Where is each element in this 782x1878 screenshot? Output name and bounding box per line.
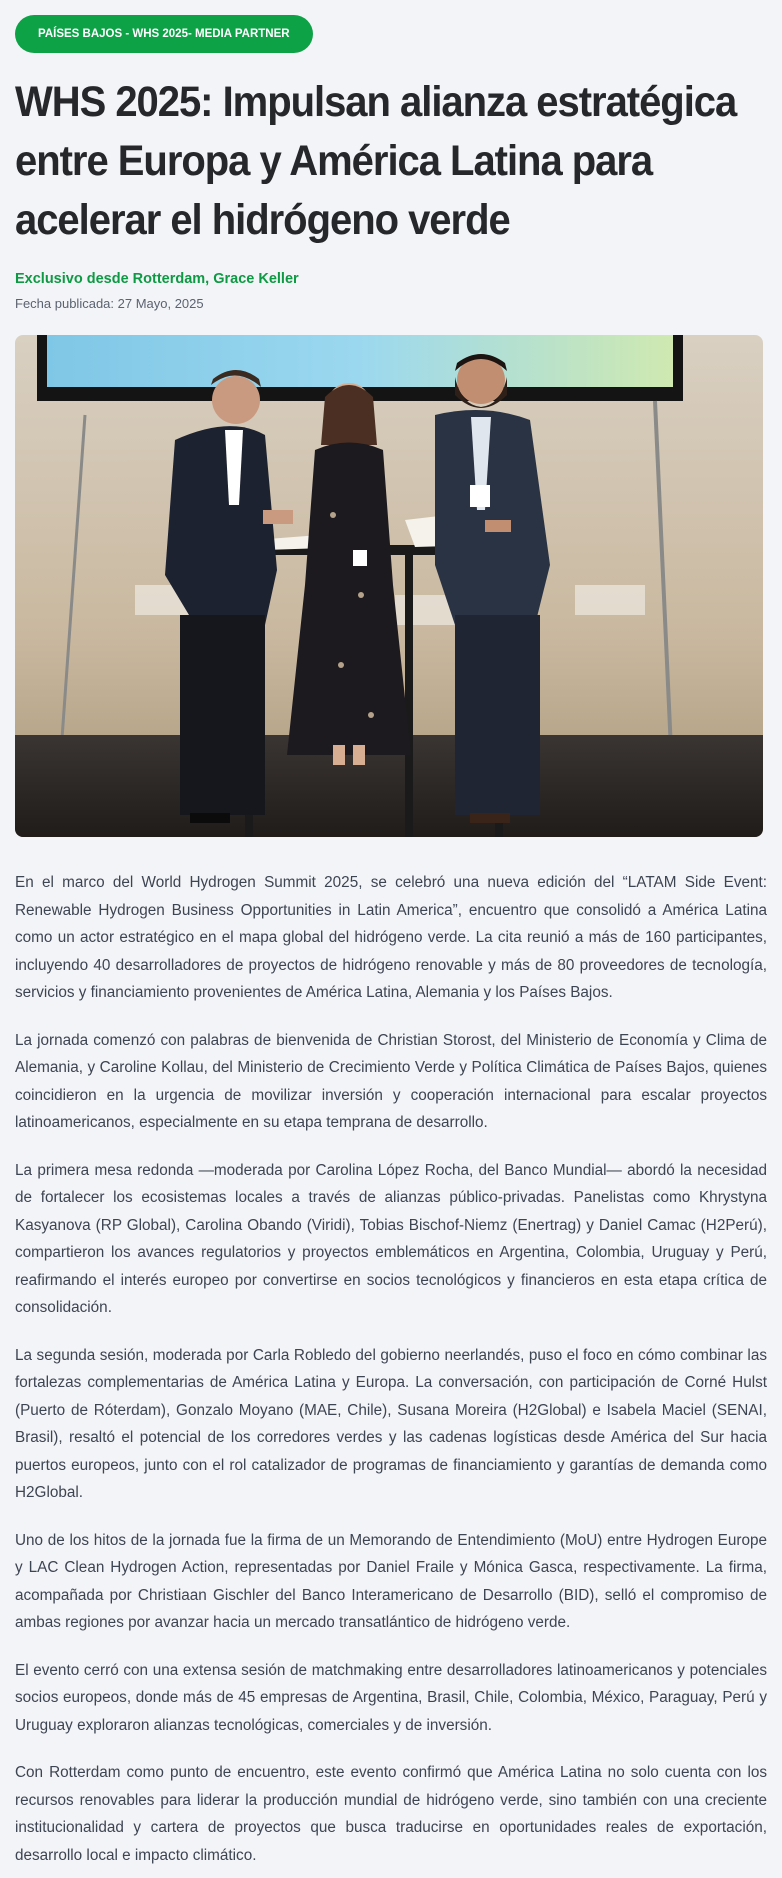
- article-body: [15, 869, 767, 1869]
- article-paragraph: La segunda sesión, moderada por Carla Robledo del gobierno neerlandés, puso el foco en cómo combinar las fortalezas complementarias de América Latina y Europa. La conversación, con participación de Corné Hulst (Puerto de Róterdam), Gonzalo Moyano (MAE, Chile), Susana Moreira (H2Global) e Isabela Maciel (SENAI, Brasil), resaltó el potencial de los corredores verdes y las cadenas logísticas desde América del Sur hacia puertos europeos, junto con el rol catalizador de programas de financiamiento y garantías de demanda como H2Global.: [15, 1346, 767, 1501]
- author-byline: Exclusivo desde Rotterdam, Grace Keller: [15, 271, 299, 287]
- category-badge[interactable]: PAÍSES BAJOS - WHS 2025- MEDIA PARTNER: [15, 15, 313, 53]
- article-paragraph: La primera mesa redonda —moderada por Carolina López Rocha, del Banco Mundial— abordó la necesidad de fortalecer los ecosistemas locales a través de alianzas público-privadas. Panelistas como Khrystyna Kasyanova (RP Global), Carolina Obando (Viridi), Tobias Bischof-Niemz (Enertrag) y Daniel Camac (H2Perú), compartieron los avances regulatorios y proyectos emblemáticos en Argentina, Colombia, Uruguay y Perú, reafirmando el interés europeo por convertirse en socios tecnológicos y financieros en esta etapa crítica de consolidación.: [15, 1161, 767, 1316]
- article-paragraph: El evento cerró con una extensa sesión de matchmaking entre desarrolladores latinoamericanos y potenciales socios europeos, donde más de 45 empresas de Argentina, Brasil, Chile, Colombia, México, Paraguay, Perú y Uruguay exploraron alianzas tecnológicas, comerciales y de inversión.: [15, 1661, 767, 1734]
- publish-date: Fecha publicada: 27 Mayo, 2025: [15, 296, 204, 311]
- article-photo: [15, 335, 763, 837]
- article-paragraph: Uno de los hitos de la jornada fue la firma de un Memorando de Entendimiento (MoU) entre Hydrogen Europe y LAC Clean Hydrogen Action, representadas por Daniel Fraile y Mónica Gasca, respectivamente. La firma, acompañada por Christiaan Gischler del Banco Interamericano de Desarrollo (BID), selló el compromiso de ambas regiones por avanzar hacia un mercado transatlántico de hidrógeno verde.: [15, 1531, 767, 1631]
- article-title: WHS 2025: Impulsan alianza estratégica entre Europa y América Latina para acelerar el hidrógeno verde: [15, 78, 737, 244]
- article-paragraph: La jornada comenzó con palabras de bienvenida de Christian Storost, del Ministerio de Economía y Clima de Alemania, y Caroline Kollau, del Ministerio de Crecimiento Verde y Política Climática de Países Bajos, quienes coincidieron en la urgencia de movilizar inversión y cooperación internacional para escalar proyectos latinoamericanos, especialmente en su etapa temprana de desarrollo.: [15, 1031, 767, 1131]
- article-paragraph: En el marco del World Hydrogen Summit 2025, se celebró una nueva edición del “LATAM Side Event: Renewable Hydrogen Business Opportunities in Latin America”, encuentro que consolidó a América Latina como un actor estratégico en el mapa global del hidrógeno verde. La cita reunió a más de 160 participantes, incluyendo 40 desarrolladores de proyectos de hidrógeno renovable y más de 80 proveedores de tecnología, servicios y financiamiento provenientes de América Latina, Alemania y los Países Bajos.: [15, 874, 767, 1001]
- photo-icon: [15, 335, 763, 837]
- article-paragraph: Con Rotterdam como punto de encuentro, este evento confirmó que América Latina no solo cuenta con los recursos renovables para liderar la producción mundial de hidrógeno verde, sino también con una creciente institucionalidad y cartera de proyectos que busca traducirse en oportunidades reales de exportación, desarrollo local e impacto climático.: [15, 1764, 767, 1864]
